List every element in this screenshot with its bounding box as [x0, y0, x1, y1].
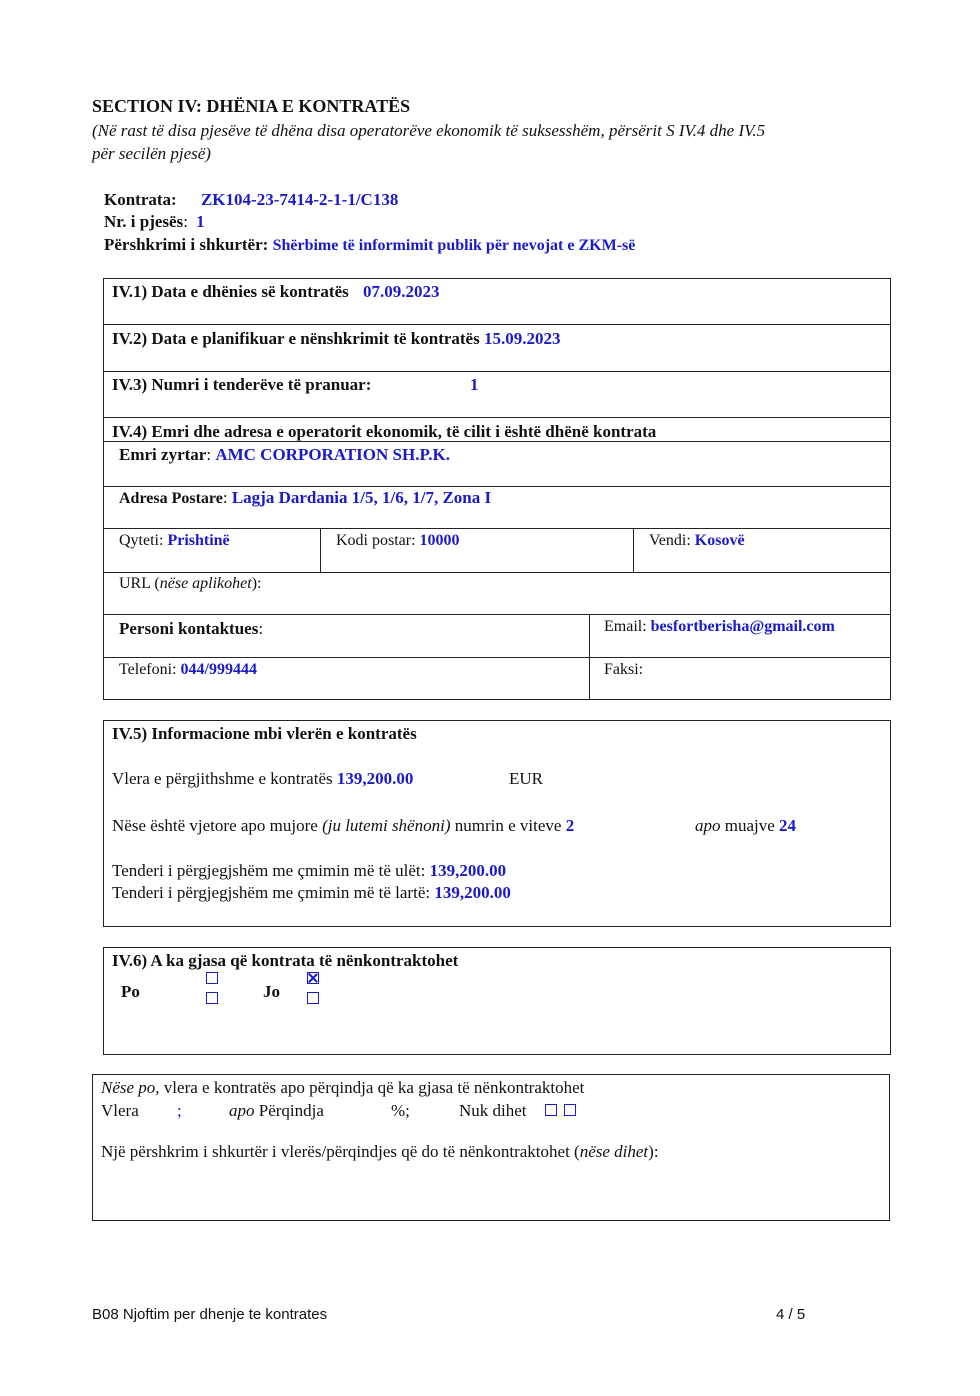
iv5-label: IV.5) Informacione mbi vlerën e kontratës: [112, 724, 417, 743]
iv6-label: IV.6) A ka gjasa që kontrata të nënkontraktohet: [112, 951, 459, 970]
col-divider: [320, 528, 321, 572]
pershkrimi-row: [104, 234, 635, 256]
kodi-row: [336, 530, 460, 551]
section-note-line2: për secilën pjesë): [92, 144, 211, 163]
vjetore-italic: (ju lutemi shënoni): [322, 816, 451, 835]
row-divider: [103, 324, 891, 325]
emri-value: AMC CORPORATION SH.P.K.: [215, 445, 451, 464]
row-divider: [103, 614, 891, 615]
telefoni-value: 044/999444: [180, 661, 257, 678]
vlera-sub-label: Vlera: [101, 1101, 139, 1120]
pershkrimi-label: Përshkrimi i shkurtër:: [104, 235, 269, 254]
telefoni-row: [119, 659, 257, 680]
vlera-row: [112, 768, 413, 789]
kontrata-label: Kontrata:: [104, 190, 177, 209]
larte-row: [112, 882, 511, 903]
col-divider: [589, 614, 590, 700]
adresa-label: Adresa Postare: [119, 490, 223, 507]
pjese-label: Nr. i pjesës: [104, 212, 184, 231]
row-divider: [103, 371, 891, 372]
vlera-semicolon: ;: [177, 1101, 182, 1120]
iv1-value: 07.09.2023: [363, 282, 440, 301]
description-label: Një përshkrim i shkurtër i vlerës/përqindjes që do të nënkontraktohet (: [101, 1142, 580, 1161]
footer-page: 4 / 5: [776, 1306, 806, 1323]
larte-value: 139,200.00: [434, 883, 511, 902]
iv2-row: [112, 328, 560, 349]
iv3-value: 1: [470, 375, 479, 394]
email-value: besfortberisha@gmail.com: [650, 618, 835, 635]
qyteti-value: Prishtinë: [167, 532, 230, 549]
perqindja-label: Përqindja: [258, 1101, 324, 1120]
vjetore-numrin: numrin e viteve: [454, 816, 562, 835]
vjetore-label: Nëse është vjetore apo mujore: [112, 816, 318, 835]
iv1-label: IV.1) Data e dhënies së kontratës: [112, 282, 349, 301]
iv1-row: [112, 281, 440, 302]
ulet-row: [112, 860, 506, 881]
ulet-value: 139,200.00: [429, 861, 507, 880]
url-label: URL (: [119, 575, 160, 592]
personi-label: Personi kontaktues: [119, 619, 259, 638]
personi-row: Personi kontaktues:: [119, 619, 264, 638]
emri-row: Emri zyrtar: AMC CORPORATION SH.P.K.: [119, 445, 451, 464]
iv3-label: IV.3) Numri i tenderëve të pranuar:: [112, 375, 372, 394]
emri-label: Emri zyrtar: [119, 445, 207, 464]
muajve-label: muajve: [724, 816, 775, 835]
url-italic: nëse aplikohet: [159, 575, 252, 592]
pjese-row: [104, 211, 205, 232]
vendi-value: Kosovë: [694, 532, 745, 549]
description-italic: nëse dihet: [579, 1142, 649, 1161]
po-checkbox[interactable]: [206, 972, 218, 984]
url-end: ):: [251, 575, 262, 592]
vjetore-row: [112, 815, 574, 836]
po-checkbox-alt[interactable]: [206, 992, 218, 1004]
muajve-row: [695, 815, 796, 836]
vlera-value: 139,200.00: [336, 769, 414, 788]
kontrata-value: ZK104-23-7414-2-1-1/C138: [200, 190, 399, 209]
vendi-row: [649, 530, 745, 551]
email-label: Email:: [604, 618, 647, 635]
section-note-line1: (Në rast të disa pjesëve të dhëna disa operatorëve ekonomik të suksesshëm, përsërit S IV.4 dhe IV.5: [92, 121, 766, 140]
footer-form: B08 Njoftim per dhenje te kontrates: [92, 1306, 328, 1323]
vendi-label: Vendi:: [649, 532, 691, 549]
url-row: [119, 573, 261, 594]
nuk-dihet-checkbox-alt[interactable]: [564, 1104, 576, 1116]
iv4-label: IV.4) Emri dhe adresa e operatorit ekonomik, të cilit i është dhënë kontrata: [112, 422, 657, 441]
kodi-value: 10000: [419, 532, 460, 549]
nuk-dihet-label: Nuk dihet: [459, 1101, 527, 1120]
row-divider: [103, 417, 891, 418]
viteve-value: 2: [565, 816, 575, 835]
email-row: [604, 616, 835, 637]
vlera-label: Vlera e përgjithshme e kontratës: [112, 769, 333, 788]
adresa-row: Adresa Postare: Lagja Dardania 1/5, 1/6, 1/7, Zona I: [119, 488, 492, 507]
row-divider: [103, 657, 891, 658]
jo-checkbox-checked[interactable]: [307, 972, 319, 984]
nuk-dihet-checkbox[interactable]: [545, 1104, 557, 1116]
faksi-label: Faksi:: [604, 661, 644, 678]
adresa-value: Lagja Dardania 1/5, 1/6, 1/7, Zona I: [231, 488, 492, 507]
description-row: [101, 1141, 659, 1162]
apo-perqindja-row: [229, 1100, 324, 1121]
po-label: Po: [121, 982, 140, 1001]
pjese-colon: :: [183, 212, 188, 231]
qyteti-row: [119, 530, 230, 551]
row-divider: [103, 528, 891, 529]
jo-label: Jo: [263, 982, 280, 1001]
muajve-value: 24: [779, 816, 797, 835]
pershkrimi-value: Shërbime të informimit publik për nevojat e ZKM-së: [272, 237, 636, 254]
larte-label: Tenderi i përgjegjshëm me çmimin më të lartë:: [112, 883, 431, 902]
section-title: SECTION IV: DHËNIA E KONTRATËS: [92, 96, 411, 116]
currency: EUR: [509, 769, 543, 788]
telefoni-label: Telefoni:: [119, 661, 177, 678]
kodi-label: Kodi postar:: [336, 532, 416, 549]
pjese-value: 1: [196, 212, 205, 231]
subcontract-line1: [101, 1077, 584, 1098]
percent-label: %;: [391, 1101, 410, 1120]
apo-sub: apo: [229, 1101, 255, 1120]
iv2-value: 15.09.2023: [483, 329, 561, 348]
contract-row: [104, 189, 398, 210]
description-end: ):: [648, 1142, 659, 1161]
ulet-label: Tenderi i përgjegjshëm me çmimin më të ulët:: [112, 861, 426, 880]
apo-label: apo: [695, 816, 721, 835]
iv2-label: IV.2) Data e planifikuar e nënshkrimit të kontratës: [112, 329, 480, 348]
qyteti-label: Qyteti:: [119, 532, 164, 549]
col-divider: [633, 528, 634, 572]
nese-po: Nëse po,: [101, 1078, 160, 1097]
jo-checkbox-alt[interactable]: [307, 992, 319, 1004]
subcontract-line1-rest: vlera e kontratës apo përqindja që ka gjasa të nënkontraktohet: [163, 1078, 585, 1097]
